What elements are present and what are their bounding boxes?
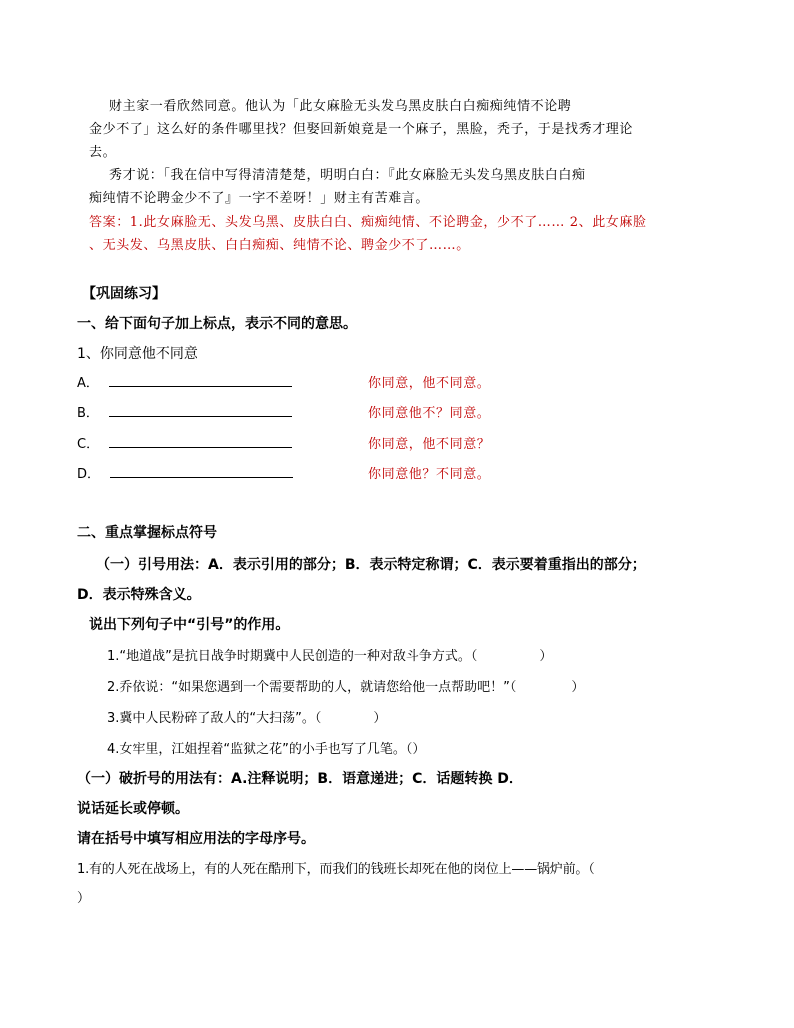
- dash-usage-line1: （一）破折号的用法有：A.注释说明；B．语意递进；C．话题转换 D．: [77, 771, 523, 787]
- option-b-answer: 你同意他不？同意。: [368, 406, 491, 421]
- quote-item-text: 1.“地道战”是抗日战争时期冀中人民创造的一种对敌斗争方式。（: [107, 649, 478, 664]
- quote-usage-line1: （一）引号用法：A．表示引用的部分；B．表示特定称谓；C．表示要着重指出的部分；: [96, 557, 646, 573]
- answer-blank[interactable]: [109, 404, 292, 417]
- quote-item-text: 2.乔依说：“如果您遇到一个需要帮助的人，就请您给他一点帮助吧！”（: [107, 680, 517, 695]
- option-d: [77, 463, 293, 482]
- paren-close: ）: [373, 711, 387, 726]
- paren-close: ）: [571, 680, 585, 695]
- quote-item-4: [107, 738, 425, 757]
- dash-instruction: 请在括号中填写相应用法的字母序号。: [77, 831, 315, 847]
- story-p1-line1: 财主家一看欣然同意。他认为「此女麻脸无头发乌黑皮肤白白痴痴纯情不论聘: [109, 99, 572, 114]
- story-p2-line2: 痴纯情不论聘金少不了』一字不差呀！」财主有苦难言。: [89, 191, 430, 206]
- answer-blank[interactable]: [109, 374, 292, 387]
- section1-title: 一、给下面句子加上标点，表示不同的意思。: [77, 316, 357, 332]
- dash-item-1-line1: 1.有的人死在战场上，有的人死在酷刑下，而我们的钱班长却死在他的岗位上——锅炉前。（: [77, 862, 595, 877]
- question-1: 1、你同意他不同意: [77, 346, 198, 362]
- option-a: [77, 372, 292, 391]
- story-p2-line1: 秀才说：「我在信中写得清清楚楚，明明白白：『此女麻脸无头发乌黑皮肤白白痴: [109, 168, 586, 183]
- section2-title: 二、重点掌握标点符号: [77, 525, 217, 541]
- option-a-answer: 你同意，他不同意。: [368, 376, 491, 391]
- quote-usage-line2: D．表示特殊含义。: [77, 587, 201, 603]
- quote-instruction: 说出下列句子中“引号”的作用。: [89, 617, 290, 633]
- story-p1-line2: 金少不了」这么好的条件哪里找？但娶回新娘竟是一个麻子，黑脸，秃子，于是找秀才理论: [89, 122, 634, 137]
- quote-item-2: [107, 676, 584, 695]
- answer-line2: 、无头发、乌黑皮肤、白白痴痴、纯情不论、聘金少不了……。: [89, 238, 470, 253]
- dash-usage-line2: 说话延长或停顿。: [77, 801, 189, 817]
- option-c: [77, 433, 292, 452]
- quote-item-text: 3.冀中人民粉碎了敌人的“大扫荡”。（: [107, 711, 322, 726]
- quote-item-3: [107, 707, 386, 726]
- option-label: B．: [77, 406, 99, 421]
- answer-blank[interactable]: [109, 435, 292, 448]
- option-b: [77, 402, 292, 421]
- paren-close: ）: [539, 649, 553, 664]
- option-label: D．: [77, 467, 101, 482]
- answer-blank[interactable]: [110, 465, 293, 478]
- option-c-answer: 你同意，他不同意？: [368, 437, 491, 452]
- quote-item-text: 4.女牢里，江姐捏着“监狱之花”的小手也写了几笔。（）: [107, 742, 426, 757]
- option-d-answer: 你同意他？不同意。: [368, 467, 491, 482]
- option-label: A．: [77, 376, 99, 391]
- practice-heading: 【巩固练习】: [82, 286, 166, 302]
- option-label: C．: [77, 437, 100, 452]
- answer-line1: 答案：1.此女麻脸无、头发乌黑、皮肤白白、痴痴纯情、不论聘金，少不了…… 2、此女麻脸: [89, 215, 647, 230]
- quote-item-1: [107, 645, 552, 664]
- dash-item-1-line2: ）: [77, 891, 91, 906]
- story-p1-line3: 去。: [89, 145, 117, 160]
